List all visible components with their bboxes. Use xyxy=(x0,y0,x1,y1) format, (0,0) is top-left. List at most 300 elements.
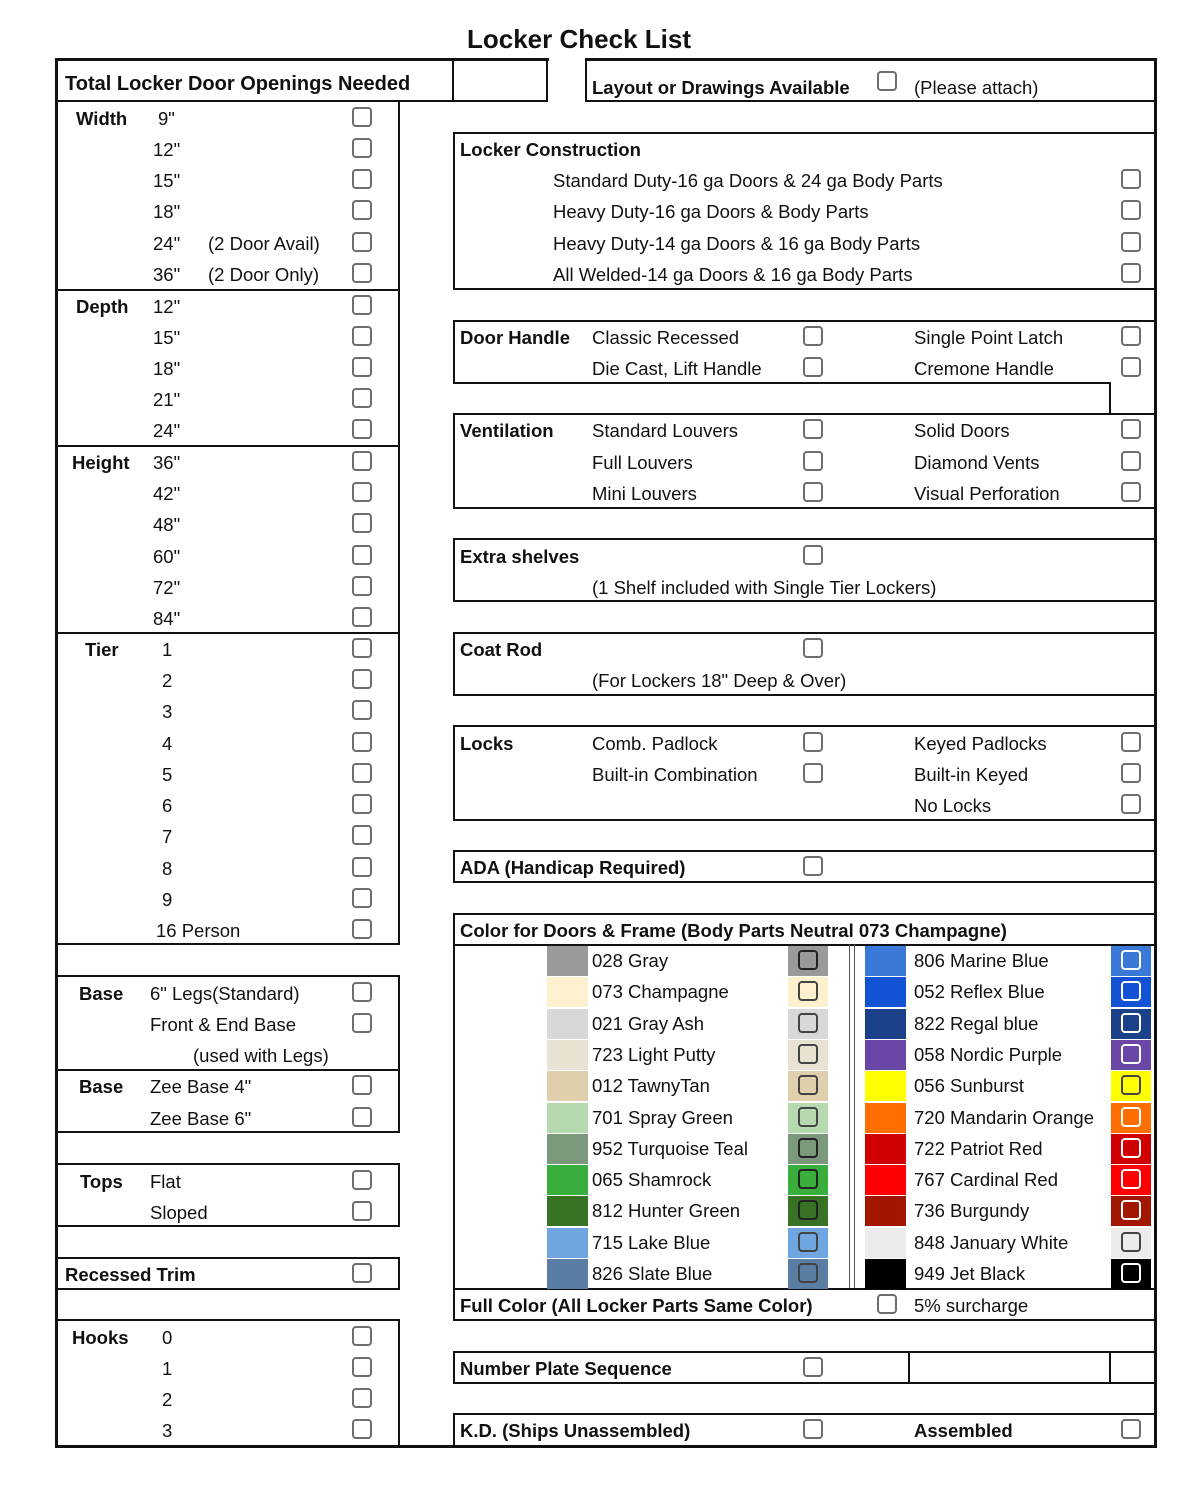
handle-left xyxy=(453,320,455,384)
tier-checkbox[interactable] xyxy=(352,825,372,845)
ventilation-checkbox[interactable] xyxy=(803,451,823,471)
base-zee-label: Base xyxy=(79,1076,124,1097)
ventilation-option: Standard Louvers xyxy=(592,420,739,441)
color-checkbox[interactable] xyxy=(798,1075,818,1095)
construction-option: Standard Duty-16 ga Doors & 24 ga Body Parts xyxy=(553,170,943,191)
tier-option: 16 Person xyxy=(156,920,241,941)
tier-option: 1 xyxy=(162,639,173,660)
colors-left xyxy=(453,913,455,1321)
color-indicator xyxy=(788,1165,828,1195)
color-name: 056 Sunburst xyxy=(914,1075,1025,1096)
door-handle-label: Door Handle xyxy=(460,327,570,348)
color-indicator xyxy=(788,1103,828,1133)
width-option: 15" xyxy=(153,170,181,191)
locks-label: Locks xyxy=(460,733,514,754)
color-checkbox[interactable] xyxy=(1121,1169,1141,1189)
base-legs-option: 6" Legs(Standard) xyxy=(150,983,300,1004)
color-swatch xyxy=(547,1071,588,1101)
ada-label: ADA (Handicap Required) xyxy=(460,857,686,878)
color-swatch xyxy=(865,946,906,976)
height-checkbox[interactable] xyxy=(352,451,372,471)
width-checkbox[interactable] xyxy=(352,232,372,252)
construction-checkbox[interactable] xyxy=(1121,232,1141,252)
color-name: 806 Marine Blue xyxy=(914,950,1049,971)
plate-bottom xyxy=(453,1382,1156,1384)
door-handle-option: Cremone Handle xyxy=(914,358,1054,379)
outer-left xyxy=(55,58,58,1448)
recessed-trim-label: Recessed Trim xyxy=(65,1264,196,1285)
base-legs-label: Base xyxy=(79,983,124,1004)
left-col-border xyxy=(398,100,400,945)
outer-top-right xyxy=(585,58,1157,61)
ventilation-checkbox[interactable] xyxy=(1121,451,1141,471)
tier-option: 9 xyxy=(162,889,173,910)
hooks-label: Hooks xyxy=(72,1327,129,1348)
depth-option: 15" xyxy=(153,327,181,348)
number-plate-checkbox[interactable] xyxy=(803,1357,823,1377)
color-swatch xyxy=(865,1196,906,1226)
tops-label: Tops xyxy=(80,1171,123,1192)
width-bottom xyxy=(57,289,400,291)
base1-bottom xyxy=(57,1069,400,1071)
depth-option: 24" xyxy=(153,420,181,441)
kd-top xyxy=(453,1413,1156,1415)
height-option: 60" xyxy=(153,546,181,567)
width-checkbox[interactable] xyxy=(352,138,372,158)
ada-top xyxy=(453,850,1156,852)
color-checkbox[interactable] xyxy=(1121,1232,1141,1252)
tier-option: 6 xyxy=(162,795,173,816)
layout-checkbox[interactable] xyxy=(877,71,897,91)
locks-checkbox[interactable] xyxy=(1121,794,1141,814)
outer-right xyxy=(1154,58,1157,1448)
kd-left xyxy=(453,1413,455,1447)
tier-option: 7 xyxy=(162,826,173,847)
color-swatch xyxy=(865,1165,906,1195)
tier-option: 5 xyxy=(162,764,173,785)
width-option: 12" xyxy=(153,139,181,160)
ventilation-option: Visual Perforation xyxy=(914,483,1060,504)
trim-bottom xyxy=(57,1288,400,1290)
width-note: (2 Door Only) xyxy=(208,264,320,285)
construction-option: Heavy Duty-16 ga Doors & Body Parts xyxy=(553,201,869,222)
extra-shelves-label: Extra shelves xyxy=(460,546,580,567)
color-name: 065 Shamrock xyxy=(592,1169,712,1190)
base-legs-checkbox[interactable] xyxy=(352,1013,372,1033)
width-option: 36" xyxy=(153,264,181,285)
extra-shelves-checkbox[interactable] xyxy=(803,545,823,565)
color-indicator xyxy=(788,977,828,1007)
locks-left xyxy=(453,725,455,821)
vent-bottom xyxy=(453,507,1156,509)
color-checkbox[interactable] xyxy=(1121,981,1141,1001)
tops-checkbox[interactable] xyxy=(352,1201,372,1221)
coatrod-left xyxy=(453,632,455,696)
color-name: 720 Mandarin Orange xyxy=(914,1107,1094,1128)
ventilation-option: Solid Doors xyxy=(914,420,1010,441)
outer-bottom xyxy=(55,1445,1157,1448)
color-name: 848 January White xyxy=(914,1232,1069,1253)
tier-option: 8 xyxy=(162,858,173,879)
color-checkbox[interactable] xyxy=(1121,1044,1141,1064)
tier-checkbox[interactable] xyxy=(352,732,372,752)
color-indicator xyxy=(1111,1009,1151,1039)
ventilation-option: Mini Louvers xyxy=(592,483,697,504)
assembled-checkbox[interactable] xyxy=(1121,1419,1141,1439)
color-checkbox[interactable] xyxy=(1121,1013,1141,1033)
ventilation-checkbox[interactable] xyxy=(803,482,823,502)
assembled-label: Assembled xyxy=(914,1420,1013,1441)
width-label: Width xyxy=(76,108,128,129)
total-box-right xyxy=(546,58,548,102)
coatrod-bottom xyxy=(453,694,1156,696)
color-swatch xyxy=(547,1228,588,1258)
color-name: 826 Slate Blue xyxy=(592,1263,713,1284)
base-zee-checkbox[interactable] xyxy=(352,1075,372,1095)
color-checkbox[interactable] xyxy=(1121,1138,1141,1158)
construction-checkbox[interactable] xyxy=(1121,169,1141,189)
height-option: 36" xyxy=(153,452,181,473)
tier-checkbox[interactable] xyxy=(352,857,372,877)
tops-border xyxy=(398,1163,400,1226)
trim-top xyxy=(57,1257,400,1259)
height-label: Height xyxy=(72,452,130,473)
ventilation-option: Diamond Vents xyxy=(914,452,1040,473)
door-handle-checkbox[interactable] xyxy=(803,357,823,377)
ada-checkbox[interactable] xyxy=(803,856,823,876)
base-legs-option: Front & End Base xyxy=(150,1014,297,1035)
ventilation-checkbox[interactable] xyxy=(1121,419,1141,439)
width-checkbox[interactable] xyxy=(352,263,372,283)
colors-mid-divider-b xyxy=(854,944,855,1289)
shelves-bottom xyxy=(453,600,1156,602)
color-checkbox[interactable] xyxy=(798,1107,818,1127)
color-checkbox[interactable] xyxy=(798,1044,818,1064)
color-swatch xyxy=(547,1196,588,1226)
number-plate-label: Number Plate Sequence xyxy=(460,1358,672,1379)
color-checkbox[interactable] xyxy=(798,950,818,970)
layout-row-bottom xyxy=(585,100,1155,102)
height-checkbox[interactable] xyxy=(352,607,372,627)
door-handle-option: Classic Recessed xyxy=(592,327,740,348)
plate-div1 xyxy=(908,1351,910,1384)
shelves-left xyxy=(453,538,455,602)
door-handle-option: Single Point Latch xyxy=(914,327,1064,348)
tier-checkbox[interactable] xyxy=(352,638,372,658)
ventilation-checkbox[interactable] xyxy=(803,419,823,439)
width-checkbox[interactable] xyxy=(352,200,372,220)
page-title: Locker Check List xyxy=(467,24,691,54)
hooks-checkbox[interactable] xyxy=(352,1388,372,1408)
shelves-top xyxy=(453,538,1156,540)
height-checkbox[interactable] xyxy=(352,482,372,502)
ventilation-label: Ventilation xyxy=(460,420,554,441)
color-swatch xyxy=(547,946,588,976)
locks-option: Comb. Padlock xyxy=(592,733,718,754)
construction-checkbox[interactable] xyxy=(1121,200,1141,220)
coat-rod-note: (For Lockers 18" Deep & Over) xyxy=(592,670,847,691)
locks-checkbox[interactable] xyxy=(1121,732,1141,752)
height-option: 42" xyxy=(153,483,181,504)
tops-bottom xyxy=(57,1225,400,1227)
color-name: 058 Nordic Purple xyxy=(914,1044,1063,1065)
tier-checkbox[interactable] xyxy=(352,794,372,814)
color-indicator xyxy=(1111,1134,1151,1164)
hooks-option: 3 xyxy=(162,1420,173,1441)
full-color-label: Full Color (All Locker Parts Same Color) xyxy=(460,1295,813,1316)
color-swatch xyxy=(865,1040,906,1070)
width-note: (2 Door Avail) xyxy=(208,233,320,254)
color-indicator xyxy=(788,1228,828,1258)
tier-option: 2 xyxy=(162,670,173,691)
locks-option: Built-in Keyed xyxy=(914,764,1029,785)
color-name: 736 Burgundy xyxy=(914,1200,1030,1221)
door-handle-option: Die Cast, Lift Handle xyxy=(592,358,762,379)
hooks-option: 2 xyxy=(162,1389,173,1410)
plate-div2 xyxy=(1109,1351,1111,1384)
color-swatch xyxy=(547,1134,588,1164)
color-indicator xyxy=(1111,1196,1151,1226)
total-label-divider xyxy=(452,58,454,102)
color-indicator xyxy=(788,1259,828,1289)
colors-top xyxy=(453,913,1156,915)
color-swatch xyxy=(865,977,906,1007)
depth-checkbox[interactable] xyxy=(352,357,372,377)
layout-left xyxy=(585,58,587,102)
coatrod-top xyxy=(453,632,1156,634)
hooks-top xyxy=(57,1319,400,1321)
color-swatch xyxy=(547,977,588,1007)
tier-option: 3 xyxy=(162,701,173,722)
fullcolor-bottom xyxy=(453,1319,1156,1321)
tier-checkbox[interactable] xyxy=(352,669,372,689)
color-name: 812 Hunter Green xyxy=(592,1200,741,1221)
depth-checkbox[interactable] xyxy=(352,326,372,346)
door-handle-checkbox[interactable] xyxy=(1121,326,1141,346)
color-name: 073 Champagne xyxy=(592,981,729,1002)
tier-checkbox[interactable] xyxy=(352,763,372,783)
construction-option: Heavy Duty-14 ga Doors & 16 ga Body Parts xyxy=(553,233,921,254)
color-checkbox[interactable] xyxy=(1121,1200,1141,1220)
base-legs-note: (used with Legs) xyxy=(193,1045,329,1066)
base-zee-option: Zee Base 6" xyxy=(150,1108,252,1129)
coat-rod-checkbox[interactable] xyxy=(803,638,823,658)
base2-bottom xyxy=(57,1131,400,1133)
color-indicator xyxy=(788,1196,828,1226)
color-checkbox[interactable] xyxy=(1121,950,1141,970)
color-checkbox[interactable] xyxy=(1121,1263,1141,1283)
color-indicator xyxy=(1111,1103,1151,1133)
color-checkbox[interactable] xyxy=(798,1232,818,1252)
depth-checkbox[interactable] xyxy=(352,388,372,408)
color-swatch xyxy=(865,1259,906,1289)
base-border xyxy=(398,975,400,1133)
handle-right-stub xyxy=(1109,382,1111,414)
color-name: 949 Jet Black xyxy=(914,1263,1026,1284)
color-name: 012 TawnyTan xyxy=(592,1075,710,1096)
locks-option: Built-in Combination xyxy=(592,764,758,785)
color-checkbox[interactable] xyxy=(1121,1107,1141,1127)
base-zee-option: Zee Base 4" xyxy=(150,1076,252,1097)
base-legs-checkbox[interactable] xyxy=(352,982,372,1002)
color-indicator xyxy=(1111,1040,1151,1070)
locks-checkbox[interactable] xyxy=(803,763,823,783)
height-checkbox[interactable] xyxy=(352,545,372,565)
color-indicator xyxy=(1111,946,1151,976)
tops-option: Flat xyxy=(150,1171,181,1192)
hooks-checkbox[interactable] xyxy=(352,1419,372,1439)
locks-bottom xyxy=(453,819,1156,821)
handle-top xyxy=(453,320,1156,322)
ventilation-checkbox[interactable] xyxy=(1121,482,1141,502)
tops-option: Sloped xyxy=(150,1202,208,1223)
width-option: 9" xyxy=(158,108,175,129)
total-openings-label: Total Locker Door Openings Needed xyxy=(65,73,411,95)
extra-shelves-note: (1 Shelf included with Single Tier Lockers) xyxy=(592,577,937,598)
height-checkbox[interactable] xyxy=(352,576,372,596)
base-zee-checkbox[interactable] xyxy=(352,1107,372,1127)
tier-bottom xyxy=(57,943,400,945)
depth-bottom xyxy=(57,445,400,447)
color-indicator xyxy=(788,1071,828,1101)
depth-option: 18" xyxy=(153,358,181,379)
hooks-option: 0 xyxy=(162,1327,173,1348)
color-indicator xyxy=(1111,1071,1151,1101)
plate-left xyxy=(453,1351,455,1384)
color-indicator xyxy=(788,1040,828,1070)
tops-top xyxy=(57,1163,400,1165)
width-checkbox[interactable] xyxy=(352,107,372,127)
color-indicator xyxy=(788,1134,828,1164)
tier-label: Tier xyxy=(85,639,119,660)
locks-option: Keyed Padlocks xyxy=(914,733,1047,754)
layout-note: (Please attach) xyxy=(914,77,1039,98)
color-checkbox[interactable] xyxy=(1121,1075,1141,1095)
construction-label: Locker Construction xyxy=(460,139,641,160)
locks-checkbox[interactable] xyxy=(1121,763,1141,783)
color-checkbox[interactable] xyxy=(798,1013,818,1033)
color-checkbox[interactable] xyxy=(798,1200,818,1220)
tier-checkbox[interactable] xyxy=(352,700,372,720)
color-name: 767 Cardinal Red xyxy=(914,1169,1058,1190)
color-indicator xyxy=(788,946,828,976)
locks-option: No Locks xyxy=(914,795,992,816)
width-option: 18" xyxy=(153,201,181,222)
kd-checkbox[interactable] xyxy=(803,1419,823,1439)
color-swatch xyxy=(865,1103,906,1133)
color-indicator xyxy=(788,1009,828,1039)
construction-option: All Welded-14 ga Doors & 16 ga Body Parts xyxy=(553,264,913,285)
color-swatch xyxy=(547,1165,588,1195)
depth-option: 21" xyxy=(153,389,181,410)
height-checkbox[interactable] xyxy=(352,513,372,533)
construction-checkbox[interactable] xyxy=(1121,263,1141,283)
color-name: 723 Light Putty xyxy=(592,1044,716,1065)
construction-top xyxy=(453,132,1156,134)
color-indicator xyxy=(1111,1259,1151,1289)
color-name: 021 Gray Ash xyxy=(592,1013,705,1034)
color-swatch xyxy=(547,1259,588,1289)
depth-checkbox[interactable] xyxy=(352,419,372,439)
color-indicator xyxy=(1111,1165,1151,1195)
tier-checkbox[interactable] xyxy=(352,919,372,939)
color-indicator xyxy=(1111,1228,1151,1258)
color-checkbox[interactable] xyxy=(798,1138,818,1158)
color-swatch xyxy=(547,1103,588,1133)
height-option: 84" xyxy=(153,608,181,629)
height-bottom xyxy=(57,632,400,634)
color-swatch xyxy=(547,1040,588,1070)
color-swatch xyxy=(865,1009,906,1039)
color-swatch xyxy=(865,1134,906,1164)
color-name: 052 Reflex Blue xyxy=(914,981,1045,1002)
full-color-note: 5% surcharge xyxy=(914,1295,1029,1316)
trim-border xyxy=(398,1257,400,1290)
depth-checkbox[interactable] xyxy=(352,295,372,315)
color-name: 952 Turquoise Teal xyxy=(592,1138,748,1159)
ada-bottom xyxy=(453,881,1156,883)
locks-checkbox[interactable] xyxy=(803,732,823,752)
color-name: 028 Gray xyxy=(592,950,669,971)
hooks-checkbox[interactable] xyxy=(352,1326,372,1346)
color-swatch xyxy=(547,1009,588,1039)
depth-label: Depth xyxy=(76,296,129,317)
base1-top xyxy=(57,975,400,977)
color-name: 715 Lake Blue xyxy=(592,1232,711,1253)
color-name: 722 Patriot Red xyxy=(914,1138,1043,1159)
locks-top xyxy=(453,725,1156,727)
color-checkbox[interactable] xyxy=(798,1169,818,1189)
ventilation-option: Full Louvers xyxy=(592,452,693,473)
color-indicator xyxy=(1111,977,1151,1007)
handle-bottom xyxy=(453,382,1111,384)
height-option: 48" xyxy=(153,514,181,535)
vent-top xyxy=(453,413,1156,415)
coat-rod-label: Coat Rod xyxy=(460,639,543,660)
color-name: 822 Regal blue xyxy=(914,1013,1039,1034)
total-row-bottom xyxy=(55,100,548,102)
depth-option: 12" xyxy=(153,296,181,317)
color-checkbox[interactable] xyxy=(798,981,818,1001)
recessed-trim-checkbox[interactable] xyxy=(352,1263,372,1283)
door-handle-checkbox[interactable] xyxy=(803,326,823,346)
width-option: 24" xyxy=(153,233,181,254)
colors-mid-divider-a xyxy=(849,944,850,1289)
hooks-border xyxy=(398,1319,400,1447)
colors-label: Color for Doors & Frame (Body Parts Neutral 073 Champagne) xyxy=(460,920,1007,941)
construction-left xyxy=(453,132,455,290)
door-handle-checkbox[interactable] xyxy=(1121,357,1141,377)
plate-top xyxy=(453,1351,1156,1353)
full-color-checkbox[interactable] xyxy=(877,1294,897,1314)
color-name: 701 Spray Green xyxy=(592,1107,733,1128)
hooks-checkbox[interactable] xyxy=(352,1357,372,1377)
tier-option: 4 xyxy=(162,733,173,754)
tops-checkbox[interactable] xyxy=(352,1170,372,1190)
color-swatch xyxy=(865,1228,906,1258)
hooks-option: 1 xyxy=(162,1358,173,1379)
color-swatch xyxy=(865,1071,906,1101)
width-checkbox[interactable] xyxy=(352,169,372,189)
height-option: 72" xyxy=(153,577,181,598)
outer-top-left xyxy=(55,58,549,61)
ada-left xyxy=(453,850,455,883)
kd-label: K.D. (Ships Unassembled) xyxy=(460,1420,691,1441)
layout-label: Layout or Drawings Available xyxy=(592,77,850,98)
vent-left xyxy=(453,413,455,509)
color-checkbox[interactable] xyxy=(798,1263,818,1283)
tier-checkbox[interactable] xyxy=(352,888,372,908)
